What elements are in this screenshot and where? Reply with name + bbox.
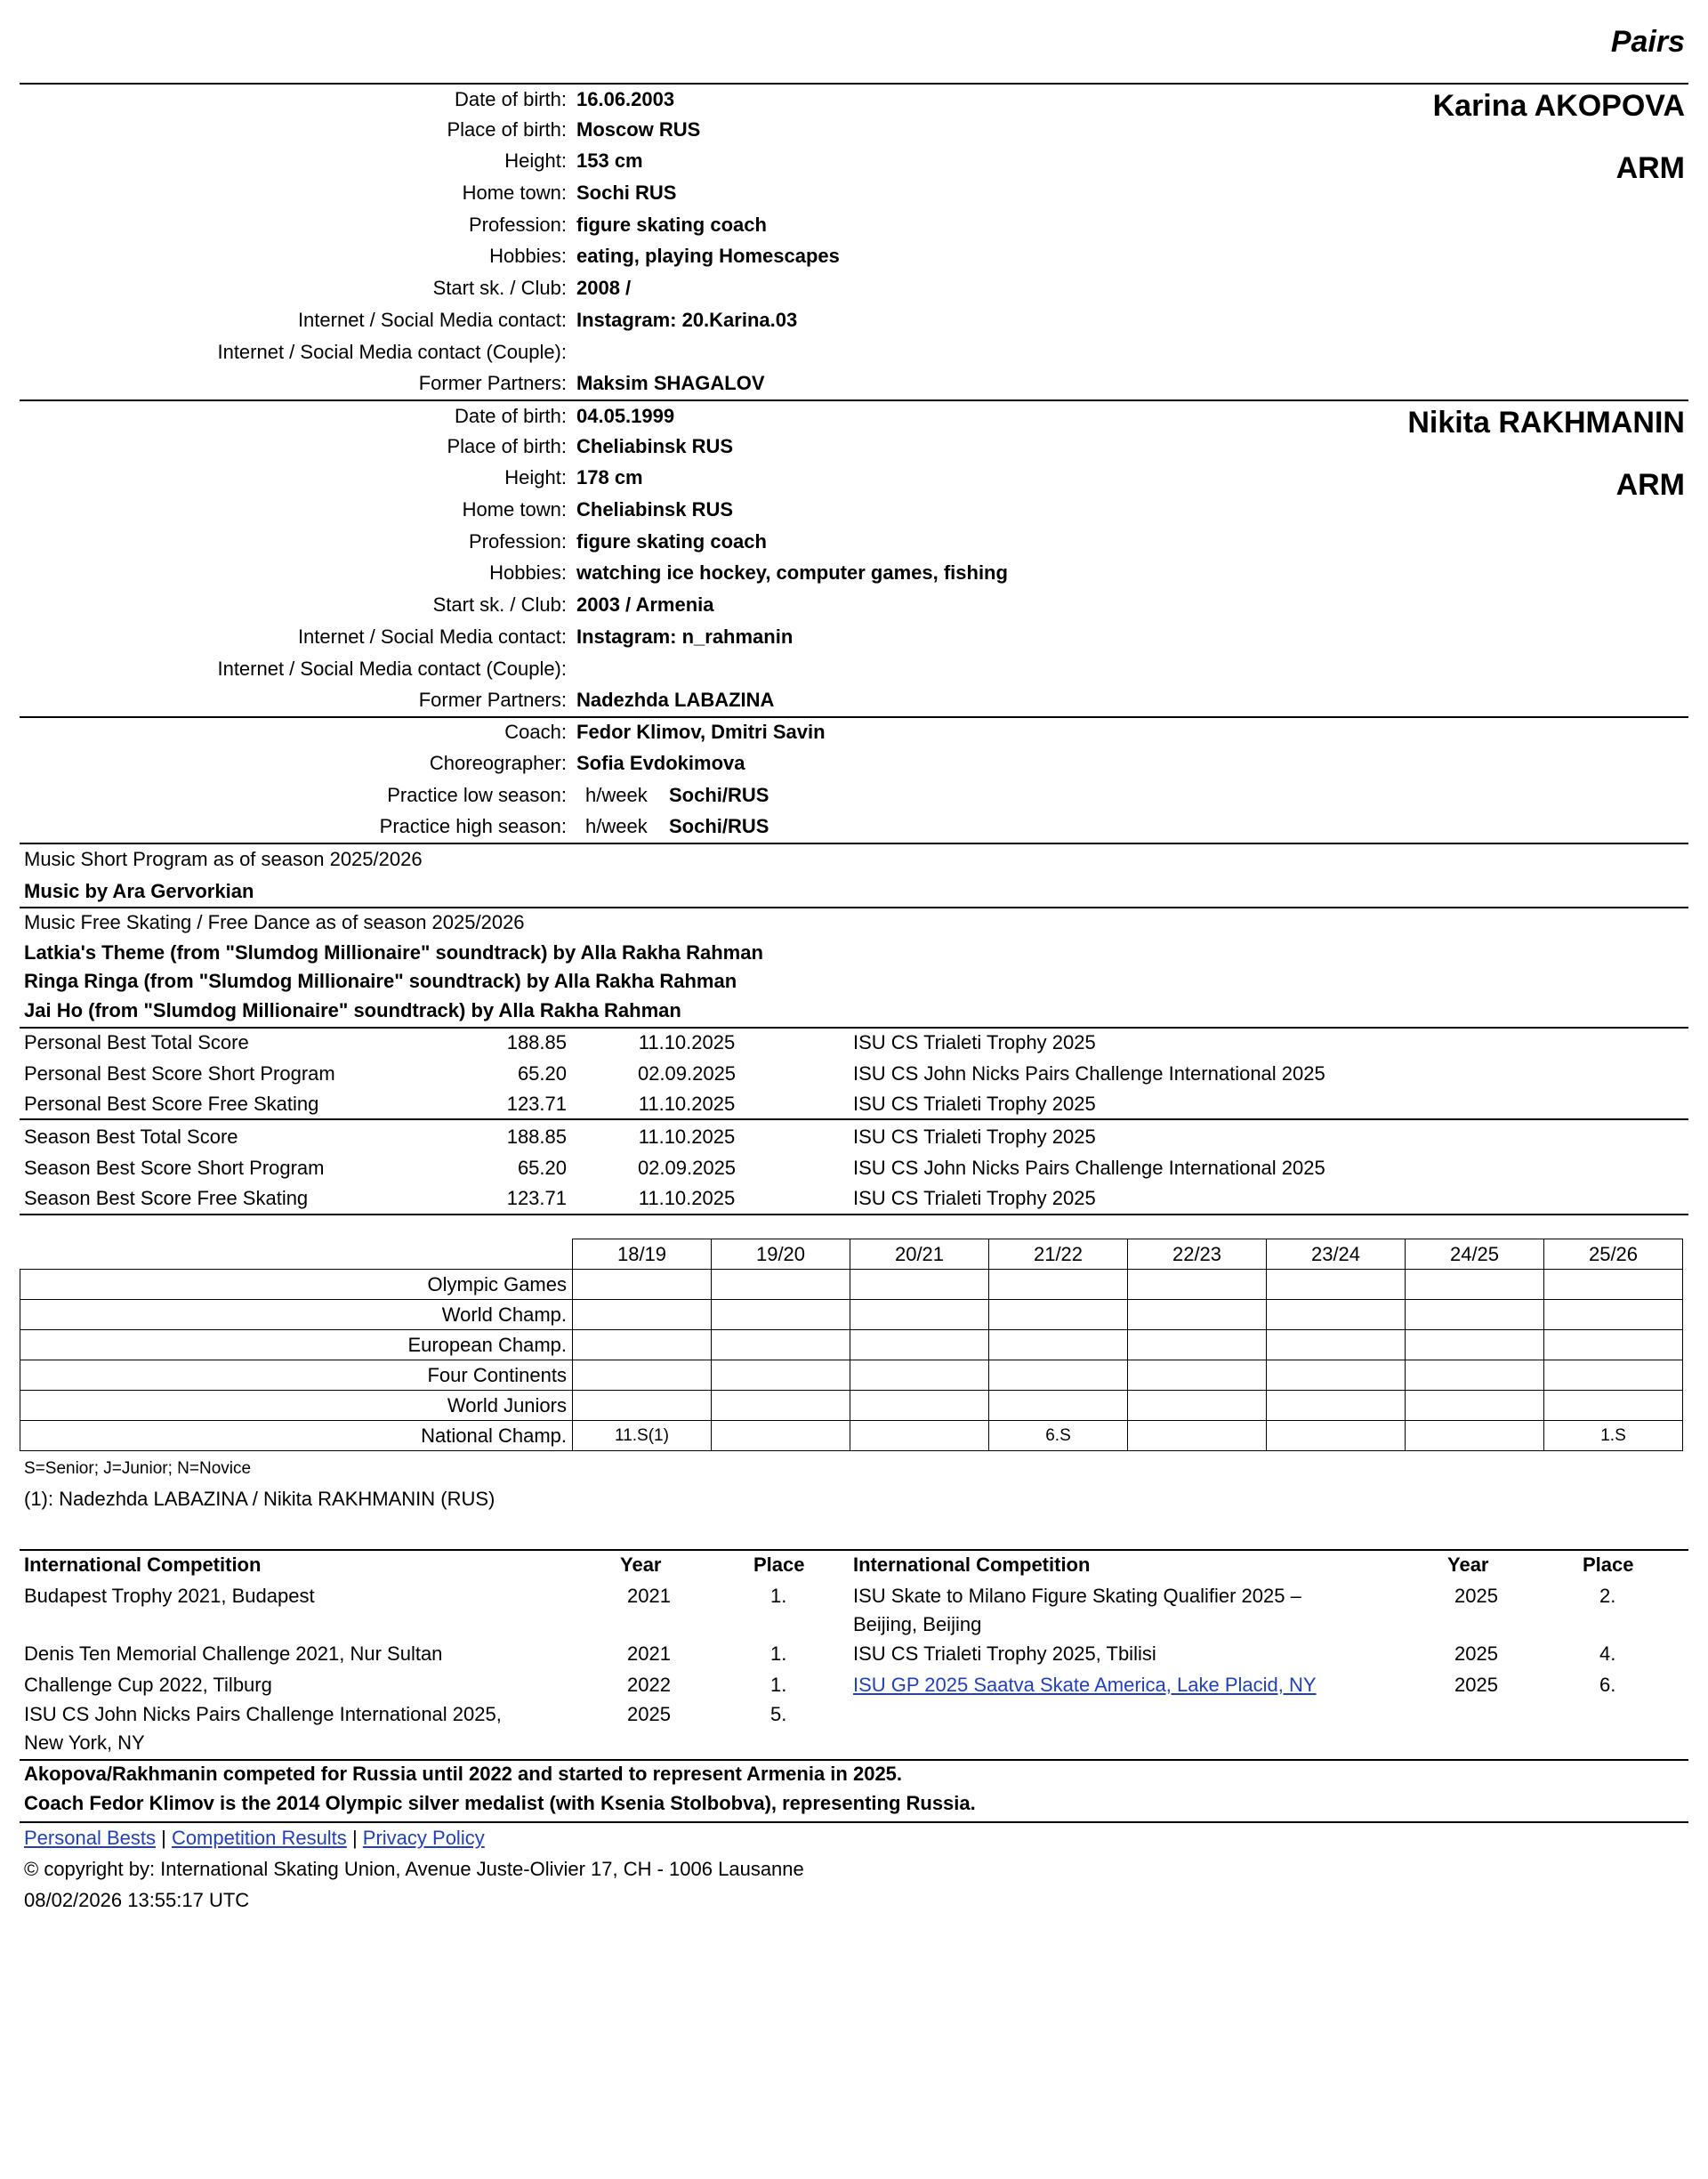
best-label: Season Best Total Score	[24, 1126, 238, 1148]
note: Coach Fedor Klimov is the 2014 Olympic silver medalist (with Ksenia Stolbobva), representing Russia.	[24, 1792, 976, 1814]
result-cell	[1544, 1330, 1683, 1360]
competition-name: ISU Skate to Milano Figure Skating Qualifier 2025 –	[853, 1585, 1301, 1607]
competition-place: 6.	[1599, 1674, 1616, 1696]
divider	[20, 907, 1688, 908]
result-cell	[1267, 1360, 1406, 1391]
competition-year: 2021	[627, 1585, 671, 1607]
best-row	[20, 1062, 1688, 1093]
field-value: Sochi RUS	[576, 182, 677, 204]
field-label: Internet / Social Media contact:	[297, 625, 567, 648]
result-cell	[1544, 1300, 1683, 1330]
practice-high-hours: h/week	[585, 815, 648, 837]
field-value: Instagram: 20.Karina.03	[576, 309, 798, 331]
field-label: Home town:	[462, 182, 567, 204]
field-label: Hobbies:	[489, 245, 567, 267]
best-date: 02.09.2025	[637, 1157, 737, 1179]
footer-links	[24, 1827, 485, 1850]
field-value: Cheliabinsk RUS	[576, 435, 734, 457]
result-cell	[850, 1360, 989, 1391]
result-cell: 1.S	[1544, 1421, 1683, 1451]
best-label: Personal Best Total Score	[24, 1031, 249, 1053]
competition-year: 2025	[1454, 1642, 1498, 1665]
intl-header-place: Place	[1583, 1554, 1634, 1576]
season-header: 22/23	[1128, 1239, 1267, 1270]
best-event: ISU CS Trialeti Trophy 2025	[853, 1093, 1096, 1115]
best-row	[20, 1157, 1688, 1187]
divider	[20, 399, 1688, 401]
intl-header-competition: International Competition	[24, 1554, 262, 1576]
result-cell	[850, 1391, 989, 1421]
music-fs-item: Jai Ho (from "Slumdog Millionaire" soundtrack) by Alla Rakha Rahman	[24, 999, 681, 1021]
competition-place: 1.	[770, 1585, 787, 1607]
result-cell	[1128, 1391, 1267, 1421]
header-corner	[20, 1239, 573, 1270]
competition-place: 5.	[770, 1703, 787, 1725]
divider	[20, 843, 1688, 844]
best-event: ISU CS John Nicks Pairs Challenge International 2025	[853, 1062, 1325, 1085]
result-cell: 11.S(1)	[573, 1421, 712, 1451]
championships-table	[20, 1239, 1683, 1451]
result-cell	[1406, 1330, 1544, 1360]
result-cell	[1544, 1360, 1683, 1391]
intl-header-year: Year	[1447, 1554, 1489, 1576]
result-cell	[1267, 1391, 1406, 1421]
competition-year: 2025	[1454, 1585, 1498, 1607]
divider	[20, 1759, 1688, 1761]
intl-header-competition: International Competition	[853, 1554, 1091, 1576]
best-date: 11.10.2025	[638, 1093, 736, 1115]
result-cell	[573, 1391, 712, 1421]
level-legend: S=Senior; J=Junior; N=Novice	[24, 1459, 252, 1478]
result-cell	[573, 1360, 712, 1391]
field-label: Profession:	[468, 530, 567, 553]
result-cell	[1406, 1360, 1544, 1391]
competition-name: Challenge Cup 2022, Tilburg	[24, 1674, 272, 1696]
result-cell	[989, 1300, 1128, 1330]
partner-footnote: (1): Nadezhda LABAZINA / Nikita RAKHMANIN (RUS)	[24, 1488, 495, 1510]
copyright: © copyright by: International Skating Union, Avenue Juste-Olivier 17, CH - 1006 Lausanne	[24, 1858, 804, 1880]
practice-low-label: Practice low season:	[387, 784, 567, 806]
field-value: 16.06.2003	[576, 88, 675, 110]
result-cell	[712, 1391, 850, 1421]
competition-year: 2025	[1454, 1674, 1498, 1696]
result-cell	[1267, 1270, 1406, 1300]
skater-name: Karina AKOPOVA	[1432, 89, 1685, 123]
season-header: 25/26	[1544, 1239, 1683, 1270]
result-cell	[989, 1330, 1128, 1360]
competition-name: ISU CS John Nicks Pairs Challenge International 2025,	[24, 1703, 502, 1725]
result-cell	[989, 1360, 1128, 1391]
competition-year: 2022	[627, 1674, 671, 1696]
result-cell	[1544, 1270, 1683, 1300]
timestamp: 08/02/2026 13:55:17 UTC	[24, 1889, 250, 1911]
result-cell	[850, 1421, 989, 1451]
field-value: 2003 / Armenia	[576, 593, 714, 616]
competition-results-link[interactable]: Competition Results	[171, 1827, 347, 1849]
best-row	[20, 1126, 1688, 1156]
divider	[20, 1118, 1688, 1120]
competition-name-cont: Beijing, Beijing	[853, 1613, 982, 1635]
competition-year: 2025	[627, 1703, 671, 1725]
championship-name: World Juniors	[20, 1391, 573, 1421]
field-label: Date of birth:	[455, 88, 567, 110]
best-event: ISU CS Trialeti Trophy 2025	[853, 1126, 1096, 1148]
season-header: 19/20	[712, 1239, 850, 1270]
field-label: Internet / Social Media contact (Couple):	[217, 658, 567, 680]
result-cell	[850, 1270, 989, 1300]
competition-link-skate-america[interactable]: ISU GP 2025 Saatva Skate America, Lake Placid, NY	[853, 1674, 1317, 1696]
field-value: 153 cm	[576, 149, 643, 172]
music-sp-item: Music by Ara Gervorkian	[24, 880, 254, 902]
skater-nation: ARM	[1615, 151, 1685, 185]
field-value: Cheliabinsk RUS	[576, 498, 734, 521]
field-label: Internet / Social Media contact:	[297, 309, 567, 331]
music-fs-item: Latkia's Theme (from "Slumdog Millionaire" soundtrack) by Alla Rakha Rahman	[24, 941, 763, 964]
table-row	[20, 1421, 1683, 1451]
field-value: eating, playing Homescapes	[576, 245, 840, 267]
field-value: 04.05.1999	[576, 405, 675, 427]
field-label: Height:	[504, 466, 567, 488]
best-row	[20, 1031, 1688, 1061]
field-label: Height:	[504, 149, 567, 172]
table-row	[20, 1330, 1683, 1360]
result-cell	[1406, 1300, 1544, 1330]
result-cell	[1267, 1421, 1406, 1451]
practice-low-hours: h/week	[585, 784, 648, 806]
field-value: Instagram: n_rahmanin	[576, 625, 794, 648]
coach-label: Coach:	[504, 721, 567, 743]
field-label: Place of birth:	[447, 118, 567, 141]
divider	[20, 1549, 1688, 1551]
competition-place: 4.	[1599, 1642, 1616, 1665]
result-cell	[712, 1300, 850, 1330]
best-event: ISU CS John Nicks Pairs Challenge International 2025	[853, 1157, 1325, 1179]
link-separator: |	[161, 1827, 166, 1849]
season-header: 24/25	[1406, 1239, 1544, 1270]
best-date: 11.10.2025	[638, 1187, 736, 1209]
result-cell	[712, 1360, 850, 1391]
field-value: Maksim SHAGALOV	[576, 372, 765, 394]
field-value: 2008 /	[576, 277, 632, 299]
field-value: Moscow RUS	[576, 118, 701, 141]
competition-place: 1.	[770, 1642, 787, 1665]
field-value: figure skating coach	[576, 214, 767, 236]
field-label: Hobbies:	[489, 561, 567, 584]
championship-name: World Champ.	[20, 1300, 573, 1330]
divider	[20, 83, 1688, 85]
best-score: 123.71	[506, 1187, 567, 1209]
competition-name: Budapest Trophy 2021, Budapest	[24, 1585, 315, 1607]
competition-name-cont: New York, NY	[24, 1731, 145, 1754]
coach-value: Fedor Klimov, Dmitri Savin	[576, 721, 826, 743]
field-label: Former Partners:	[418, 689, 567, 711]
music-fs-item: Ringa Ringa (from "Slumdog Millionaire" soundtrack) by Alla Rakha Rahman	[24, 970, 737, 992]
result-cell	[712, 1270, 850, 1300]
season-header: 21/22	[989, 1239, 1128, 1270]
competition-name: ISU CS Trialeti Trophy 2025, Tbilisi	[853, 1642, 1156, 1665]
season-header-row	[20, 1239, 1683, 1270]
practice-high-place: Sochi/RUS	[669, 815, 769, 837]
best-date: 11.10.2025	[638, 1126, 736, 1148]
result-cell	[1267, 1330, 1406, 1360]
best-score: 188.85	[506, 1126, 567, 1148]
privacy-policy-link[interactable]: Privacy Policy	[362, 1827, 485, 1849]
championship-name: National Champ.	[20, 1421, 573, 1451]
field-label: Start sk. / Club:	[432, 593, 567, 616]
championship-name: European Champ.	[20, 1330, 573, 1360]
result-cell	[1406, 1421, 1544, 1451]
best-label: Personal Best Score Short Program	[24, 1062, 335, 1085]
choreographer-label: Choreographer:	[429, 752, 567, 774]
best-row	[20, 1187, 1688, 1217]
best-score: 65.20	[517, 1157, 567, 1179]
result-cell	[573, 1300, 712, 1330]
best-score: 188.85	[506, 1031, 567, 1053]
best-date: 11.10.2025	[638, 1031, 736, 1053]
field-label: Date of birth:	[455, 405, 567, 427]
championship-name: Four Continents	[20, 1360, 573, 1391]
season-header: 23/24	[1267, 1239, 1406, 1270]
result-cell	[712, 1330, 850, 1360]
result-cell	[1128, 1300, 1267, 1330]
table-row	[20, 1270, 1683, 1300]
best-date: 02.09.2025	[637, 1062, 737, 1085]
field-label: Place of birth:	[447, 435, 567, 457]
best-label: Personal Best Score Free Skating	[24, 1093, 319, 1115]
best-score: 123.71	[506, 1093, 567, 1115]
result-cell	[989, 1391, 1128, 1421]
competition-year: 2021	[627, 1642, 671, 1665]
result-cell	[850, 1300, 989, 1330]
result-cell	[1406, 1270, 1544, 1300]
music-sp-heading: Music Short Program as of season 2025/2026	[24, 848, 423, 870]
competition-place: 2.	[1599, 1585, 1616, 1607]
result-cell	[850, 1330, 989, 1360]
result-cell	[1128, 1270, 1267, 1300]
result-cell	[1267, 1300, 1406, 1330]
practice-low-place: Sochi/RUS	[669, 784, 769, 806]
season-header: 20/21	[850, 1239, 989, 1270]
skater-nation: ARM	[1615, 468, 1685, 502]
field-label: Start sk. / Club:	[432, 277, 567, 299]
table-row	[20, 1300, 1683, 1330]
field-value: Nadezhda LABAZINA	[576, 689, 775, 711]
field-label: Home town:	[462, 498, 567, 521]
personal-bests-link[interactable]: Personal Bests	[24, 1827, 156, 1849]
field-label: Profession:	[468, 214, 567, 236]
field-label: Former Partners:	[418, 372, 567, 394]
field-value: watching ice hockey, computer games, fishing	[576, 561, 1008, 584]
result-cell	[573, 1330, 712, 1360]
result-cell	[712, 1421, 850, 1451]
best-event: ISU CS Trialeti Trophy 2025	[853, 1187, 1096, 1209]
divider	[20, 1027, 1688, 1029]
intl-header-place: Place	[753, 1554, 805, 1576]
championship-name: Olympic Games	[20, 1270, 573, 1300]
intl-header-year: Year	[620, 1554, 662, 1576]
result-cell	[573, 1270, 712, 1300]
result-cell: 6.S	[989, 1421, 1128, 1451]
season-header: 18/19	[573, 1239, 712, 1270]
choreographer-value: Sofia Evdokimova	[576, 752, 745, 774]
field-label: Internet / Social Media contact (Couple):	[217, 341, 567, 363]
link-separator: |	[351, 1827, 358, 1849]
skater-name: Nikita RAKHMANIN	[1407, 406, 1685, 440]
best-event: ISU CS Trialeti Trophy 2025	[853, 1031, 1096, 1053]
result-cell	[1406, 1391, 1544, 1421]
best-label: Season Best Score Free Skating	[24, 1187, 309, 1209]
result-cell	[1128, 1360, 1267, 1391]
note: Akopova/Rakhmanin competed for Russia until 2022 and started to represent Armenia in 2025.	[24, 1763, 903, 1785]
result-cell	[1128, 1330, 1267, 1360]
result-cell	[1128, 1421, 1267, 1451]
best-score: 65.20	[517, 1062, 567, 1085]
divider	[20, 1821, 1688, 1823]
practice-high-label: Practice high season:	[379, 815, 567, 837]
category-title: Pairs	[1610, 25, 1685, 59]
field-value: figure skating coach	[576, 530, 767, 553]
divider	[20, 1214, 1688, 1215]
best-label: Season Best Score Short Program	[24, 1157, 325, 1179]
competition-name: Denis Ten Memorial Challenge 2021, Nur Sultan	[24, 1642, 443, 1665]
divider	[20, 716, 1688, 718]
music-fs-heading: Music Free Skating / Free Dance as of season 2025/2026	[24, 911, 525, 933]
result-cell	[989, 1270, 1128, 1300]
field-value: 178 cm	[576, 466, 643, 488]
competition-place: 1.	[770, 1674, 787, 1696]
table-row	[20, 1360, 1683, 1391]
result-cell	[1544, 1391, 1683, 1421]
table-row	[20, 1391, 1683, 1421]
